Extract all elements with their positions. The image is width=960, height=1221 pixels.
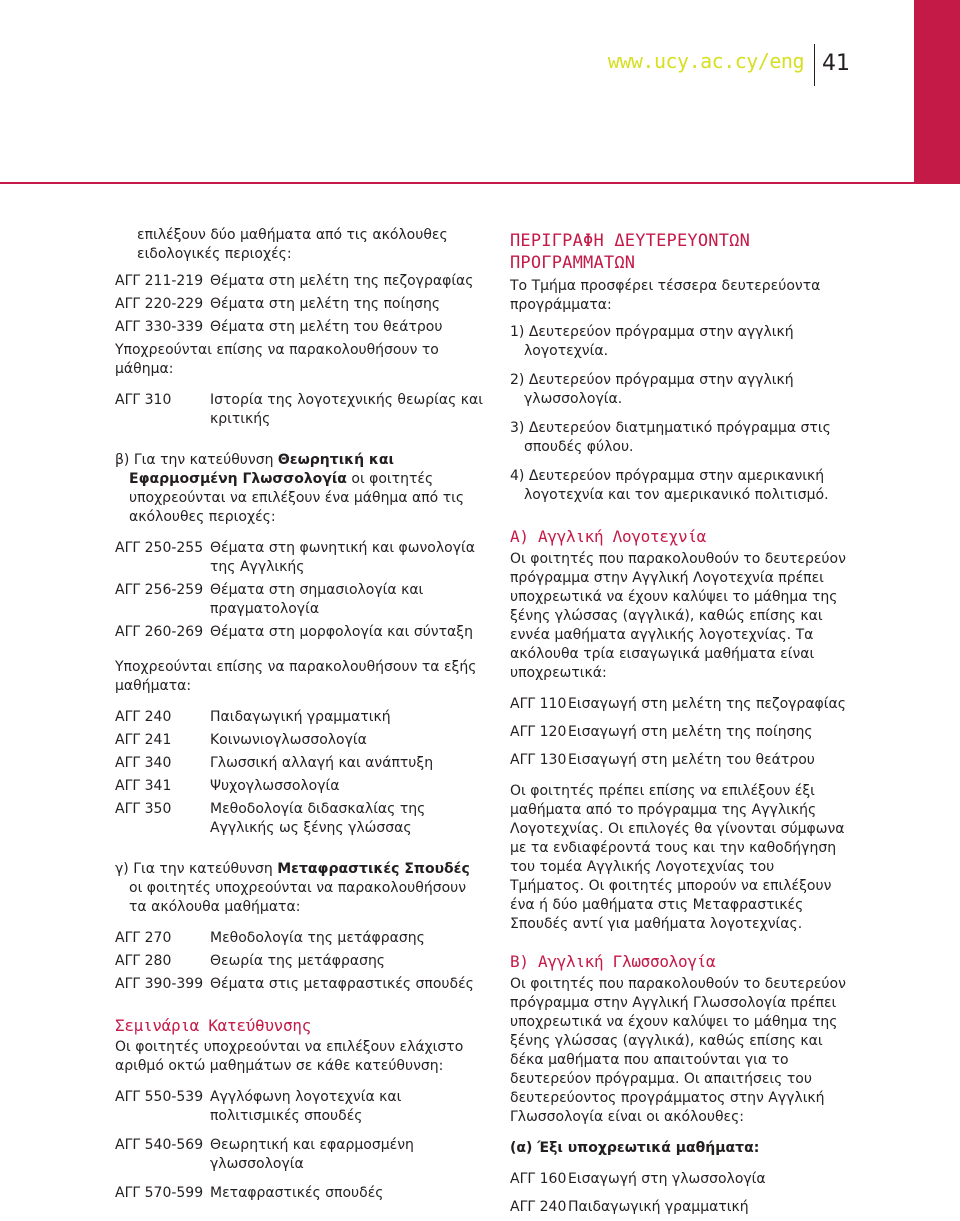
- required-note-2: Υποχρεούνται επίσης να παρακολουθήσουν τα εξής μαθήματα:: [115, 659, 477, 694]
- list-item: 4) Δευτερεύον πρόγραμμα στην αμερικανική λογοτεχνία και τον αμερικανικό πολιτισμό.: [510, 468, 829, 503]
- section-a-text-2: Οι φοιτητές πρέπει επίσης να επιλέξουν έξι μαθήματα από το πρόγραμμα της Αγγλικής Λογοτεχνίας. Οι επιλογές θα γίνονται σύμφωνα με τα ενδιαφέροντά τους και την καθοδήγηση του τομέα Αγγλικής Λογοτεχνίας του Τμήματος. Οι φοιτητές μπορούν να επιλέξουν ένα ή δύο μαθήματα στις Μεταφραστικές Σπουδές αντί για μαθήματα λογοτεχνίας.: [510, 783, 845, 932]
- course-row: ΑΓΓ 220-229 Θέματα στη μελέτη της ποίησης: [115, 296, 441, 312]
- course-group-4: [115, 929, 485, 994]
- intro-text: επιλέξουν δύο μαθήματα από τις ακόλουθες ειδολογικές περιοχές:: [137, 227, 448, 262]
- course-row: ΑΓΓ 241 Κοινωνιογλωσσολογία: [115, 732, 367, 748]
- section-a-courses: [510, 695, 846, 770]
- section-b-subtitle: (α) Έξι υποχρεωτικά μαθήματα:: [510, 1140, 760, 1156]
- red-side-bar: [914, 0, 960, 183]
- course-row: ΑΓΓ 390-399 Θέματα στις μεταφραστικές σπουδές: [115, 976, 474, 992]
- course-row: ΑΓΓ 240 Παιδαγωγική γραμματική: [115, 709, 391, 725]
- course-row-310: ΑΓΓ 310 Ιστορία της λογοτεχνικής θεωρίας και κριτικής: [115, 392, 483, 427]
- course-row: ΑΓΓ 350 Μεθοδολογία διδασκαλίας της Αγγλικής ως ξένης γλώσσας: [115, 801, 426, 836]
- header-url[interactable]: www.ucy.ac.cy/eng: [607, 49, 804, 73]
- course-row: ΑΓΓ 341 Ψυχογλωσσολογία: [115, 778, 340, 794]
- programs-title: ΠΕΡΙΓΡΑΦΗ ΔΕΥΤΕΡΕΥΟΝΤΩΝ: [510, 231, 751, 251]
- programs-intro: Το Τμήμα προσφέρει τέσσερα δευτερεύοντα προγράμματα:: [510, 278, 821, 313]
- course-group-2: [115, 539, 485, 642]
- required-note-1: Υποχρεούνται επίσης να παρακολουθήσουν το μάθημα:: [115, 342, 439, 377]
- list-item: 3) Δευτερεύον διατμηματικό πρόγραμμα στις σπουδές φύλου.: [510, 420, 831, 455]
- course-group-1: [115, 272, 485, 337]
- course-group-3: [115, 708, 485, 838]
- direction-b-text: β) Για την κατεύθυνση Θεωρητική και Εφαρμοσμένη Γλωσσολογία οι φοιτητές υποχρεούνται να επιλέξουν ένα μάθημα από τις ακόλουθες περιοχές:: [115, 452, 465, 525]
- course-row: ΑΓΓ 160 Εισαγωγή στη γλωσσολογία: [510, 1171, 766, 1187]
- section-b-title: B) Αγγλική Γλωσσολογία: [510, 952, 716, 971]
- course-row: ΑΓΓ 260-269 Θέματα στη μορφολογία και σύνταξη: [115, 624, 473, 640]
- header-rule: [0, 182, 960, 184]
- list-item: 1) Δευτερεύον πρόγραμμα στην αγγλική λογοτεχνία.: [510, 324, 794, 359]
- course-row: ΑΓΓ 570-599 Μεταφραστικές σπουδές: [115, 1185, 384, 1201]
- seminars-title: Σεμινάρια Κατεύθυνσης: [115, 1016, 311, 1035]
- left-column: [115, 226, 485, 1207]
- course-row: ΑΓΓ 110 Εισαγωγή στη μελέτη της πεζογραφίας: [510, 696, 846, 712]
- section-a-text: Οι φοιτητές που παρακολουθούν το δευτερεύον πρόγραμμα στην Αγγλική Λογοτεχνία πρέπει υποχρεωτικά να έχουν καλύψει το μάθημα της ξένης γλώσσας (αγγλικά), καθώς επίσης και εννέα μαθήματα αγγλικής λογοτεχνίας. Τα ακόλουθα τρία εισαγωγικά μαθήματα είναι υποχρεωτικά:: [510, 551, 846, 681]
- right-column: [510, 230, 846, 1221]
- seminars-text: Οι φοιτητές υποχρεούνται να επιλέξουν ελάχιστο αριθμό οκτώ μαθημάτων σε κάθε κατεύθυνση:: [115, 1039, 464, 1074]
- course-row: ΑΓΓ 270 Μεθοδολογία της μετάφρασης: [115, 930, 425, 946]
- programs-list: [510, 323, 846, 505]
- course-row: ΑΓΓ 550-539 Αγγλόφωνη λογοτεχνία και πολιτισμικές σπουδές: [115, 1089, 402, 1124]
- programs-title-line2: ΠΡΟΓΡΑΜΜΑΤΩΝ: [510, 253, 636, 273]
- header-divider: [814, 44, 815, 86]
- course-row: ΑΓΓ 211-219 Θέματα στη μελέτη της πεζογραφίας: [115, 273, 474, 289]
- direction-c-text: γ) Για την κατεύθυνση Μεταφραστικές Σπουδές οι φοιτητές υποχρεούνται να παρακολουθήσουν τα ακόλουθα μαθήματα:: [115, 861, 470, 915]
- course-row: ΑΓΓ 120 Εισαγωγή στη μελέτη της ποίησης: [510, 724, 813, 740]
- course-row: ΑΓΓ 240 Παιδαγωγική γραμματική: [510, 1199, 749, 1215]
- list-item: 2) Δευτερεύον πρόγραμμα στην αγγλική γλωσσολογία.: [510, 372, 794, 407]
- section-b-courses: [510, 1170, 846, 1217]
- page-number: 41: [822, 51, 850, 76]
- course-row: ΑΓΓ 330-339 Θέματα στη μελέτη του θεάτρου: [115, 319, 443, 335]
- course-row: ΑΓΓ 280 Θεωρία της μετάφρασης: [115, 953, 386, 969]
- section-b-text: Οι φοιτητές που παρακολουθούν το δευτερεύον πρόγραμμα στην Αγγλική Γλωσσολογία πρέπει υποχρεωτικά να έχουν καλύψει το μάθημα της ξένης γλώσσας (αγγλικά), καθώς επίσης και δέκα μαθήματα που απαιτούνται για το δευτερεύον πρόγραμμα. Οι απαιτήσεις του δευτερεύοντος προγράμματος στην Αγγλική Γλωσσολογία είναι οι ακόλουθες:: [510, 976, 846, 1125]
- course-row: ΑΓΓ 250-255 Θέματα στη φωνητική και φωνολογία της Αγγλικής: [115, 540, 475, 575]
- course-row: ΑΓΓ 340 Γλωσσική αλλαγή και ανάπτυξη: [115, 755, 434, 771]
- course-group-5: [115, 1088, 485, 1203]
- course-row: ΑΓΓ 130 Εισαγωγή στη μελέτη του θεάτρου: [510, 752, 815, 768]
- section-a-title: A) Αγγλική Λογοτεχνία: [510, 527, 706, 546]
- course-row: ΑΓΓ 256-259 Θέματα στη σημασιολογία και πραγματολογία: [115, 582, 424, 617]
- course-row: ΑΓΓ 540-569 Θεωρητική και εφαρμοσμένη γλωσσολογία: [115, 1137, 414, 1172]
